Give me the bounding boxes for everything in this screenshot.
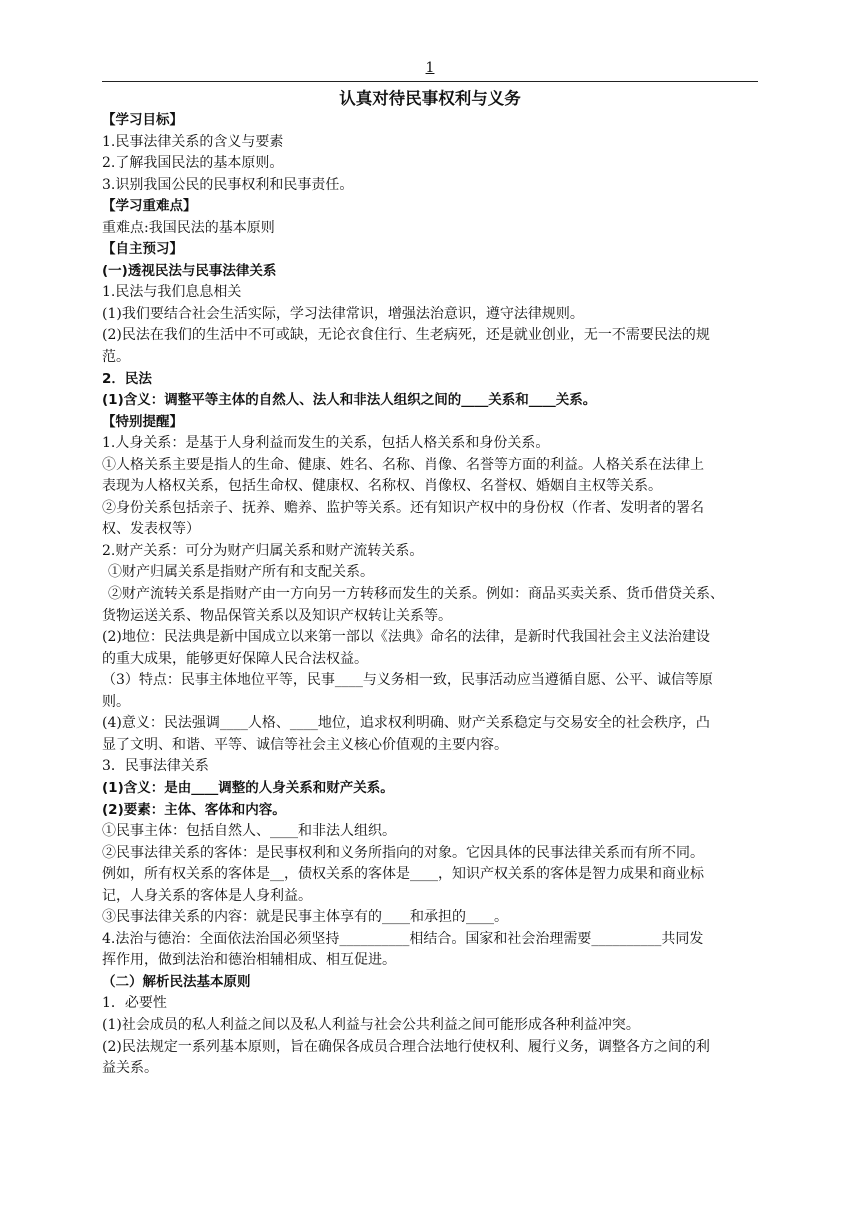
key-point-text: 重难点:我国民法的基本原则 <box>102 219 275 236</box>
body-line: 显了文明、和谐、平等、诚信等社会主义核心价值观的主要内容。 <box>102 736 508 753</box>
body-line: 挥作用，做到法治和德治相辅相成、相互促进。 <box>102 952 396 969</box>
body-line: 货物运送关系、物品保管关系以及知识产权转让关系等。 <box>102 607 452 624</box>
section-heading-reminder: 【特别提醒】 <box>102 413 183 430</box>
goal-item: 3.识别我国公民的民事权利和民事责任。 <box>102 176 354 193</box>
body-line: ②身份关系包括亲子、抚养、赡养、监护等关系。还有知识产权中的身份权（作者、发明者的署名 <box>102 499 704 516</box>
body-line: 1.民法与我们息息相关 <box>102 284 242 301</box>
body-line: ②民事法律关系的客体：是民事权利和义务所指向的对象。它因具体的民事法律关系而有所不同。 <box>102 844 704 861</box>
body-line: ①财产归属关系是指财产所有和支配关系。 <box>108 564 374 581</box>
subsection-heading: （二）解析民法基本原则 <box>102 973 251 990</box>
fill-blank-line: (4)意义：民法强调____人格、____地位，追求权利明确、财产关系稳定与交易安全的社会秩序，凸 <box>102 715 710 732</box>
body-line: ①人格关系主要是指人的生命、健康、姓名、名称、肖像、名誉等方面的利益。人格关系在法律上 <box>102 456 704 473</box>
body-line: 1.人身关系：是基于人身利益而发生的关系，包括人格关系和身份关系。 <box>102 435 550 452</box>
section-heading-key-points: 【学习重难点】 <box>102 198 197 215</box>
body-line: (2)民法规定一系列基本原则，旨在确保各成员合理合法地行使权利、履行义务，调整各方之间的利 <box>102 1038 710 1055</box>
fill-blank-line: 例如，所有权关系的客体是__，债权关系的客体是____，知识产权关系的客体是智力成果和商业标 <box>102 866 704 883</box>
fill-blank-line: (1)含义：是由____调整的人身关系和财产关系。 <box>102 779 394 796</box>
subsection-heading: 2．民法 <box>102 370 152 387</box>
page-number: 1 <box>425 60 435 76</box>
fill-blank-line: ①民事主体：包括自然人、____和非法人组织。 <box>102 823 396 840</box>
body-line: (2)地位：民法典是新中国成立以来第一部以《法典》命名的法律，是新时代我国社会主义法治建设 <box>102 629 710 646</box>
body-line: 表现为人格权关系，包括生命权、健康权、名称权、肖像权、名誉权、婚姻自主权等关系。 <box>102 478 662 495</box>
body-line: 则。 <box>102 693 130 710</box>
fill-blank-line: （3）特点：民事主体地位平等，民事____与义务相一致，民事活动应当遵循自愿、公平、诚信等原 <box>102 672 713 689</box>
header-rule <box>102 81 758 82</box>
subsection-heading: (一)透视民法与民事法律关系 <box>102 262 277 279</box>
body-line: ②财产流转关系是指财产由一方向另一方转移而发生的关系。例如：商品买卖关系、货币借贷关系、 <box>108 586 724 603</box>
section-heading-learning-goals: 【学习目标】 <box>102 112 183 128</box>
subsection-heading: 3．民事法律关系 <box>102 758 209 775</box>
body-line: 益关系。 <box>102 1060 158 1077</box>
bold-line: (2)要素：主体、客体和内容。 <box>102 801 286 818</box>
body-line: 1．必要性 <box>102 995 167 1012</box>
body-line: (1)社会成员的私人利益之间以及私人利益与社会公共利益之间可能形成各种利益冲突。 <box>102 1016 640 1033</box>
body-line: 2.财产关系：可分为财产归属关系和财产流转关系。 <box>102 542 424 559</box>
fill-blank-line: ③民事法律关系的内容：就是民事主体享有的____和承担的____。 <box>102 909 508 926</box>
document-title: 认真对待民事权利与义务 <box>339 89 521 108</box>
goal-item: 1.民事法律关系的含义与要素 <box>102 133 284 150</box>
body-line: 的重大成果，能够更好保障人民合法权益。 <box>102 650 368 667</box>
goal-item: 2.了解我国民法的基本原则。 <box>102 155 284 172</box>
body-line: (1)我们要结合社会生活实际，学习法律常识，增强法治意识，遵守法律规则。 <box>102 305 584 322</box>
document-body <box>102 110 758 1080</box>
body-line: 范。 <box>102 349 130 366</box>
body-line: 记，人身关系的客体是人身利益。 <box>102 887 312 904</box>
fill-blank-line: 4.法治与德治：全面依法治国必须坚持__________相结合。国家和社会治理需要__________共同发 <box>102 930 704 947</box>
body-line: 权、发表权等） <box>102 521 200 538</box>
fill-blank-line: (1)含义：调整平等主体的自然人、法人和非法人组织之间的____关系和____关系。 <box>102 392 597 409</box>
section-heading-self-study: 【自主预习】 <box>102 241 183 258</box>
body-line: (2)民法在我们的生活中不可或缺，无论衣食住行、生老病死，还是就业创业，无一不需要民法的规 <box>102 327 710 344</box>
